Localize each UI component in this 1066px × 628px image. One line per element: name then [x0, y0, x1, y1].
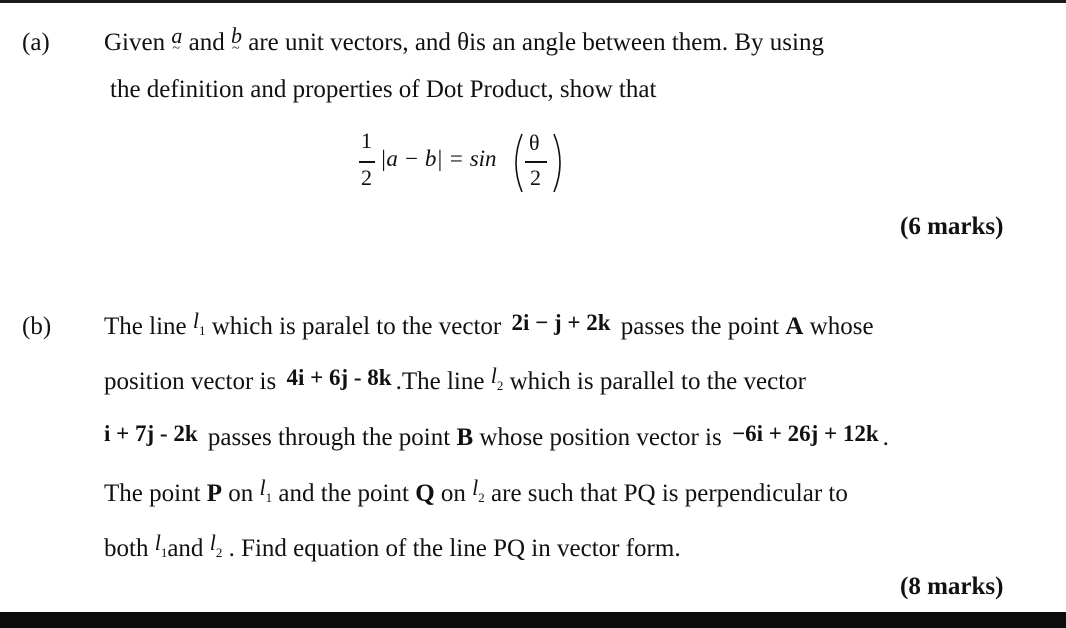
direction-vector-l2: i + 7j - 2k: [104, 421, 198, 446]
l1-letter: l: [192, 308, 199, 333]
l1-subscript: 1: [265, 490, 273, 506]
part-b-label: (b): [22, 313, 52, 340]
position-vector-a: 4i + 6j - 8k: [286, 365, 392, 390]
line-text: are such that PQ is perpendicular to: [491, 480, 848, 507]
l2-subscript: 2: [496, 378, 504, 394]
point-b: B: [456, 424, 474, 451]
line-text: which is paralel to the vector: [211, 313, 502, 340]
line-text: on: [440, 480, 466, 507]
l2-letter: l: [209, 530, 216, 555]
line-text: whose: [809, 313, 874, 340]
half-denominator: 2: [361, 165, 372, 190]
magnitude-expression: [380, 146, 497, 172]
point-a: A: [785, 313, 804, 340]
line-text: .The line: [395, 368, 485, 395]
l1-letter: l: [259, 475, 266, 500]
part-b-marks: (8 marks): [900, 573, 1004, 600]
line-text: .: [882, 424, 889, 451]
l2-subscript: 2: [215, 545, 223, 561]
given-text: Given: [104, 29, 166, 56]
part-b-line-5: [104, 530, 681, 572]
direction-vector-l1: 2i − j + 2k: [511, 310, 611, 335]
vector-b-symbol: b ~: [231, 21, 242, 51]
theta-denominator: 2: [530, 165, 541, 190]
line-text: on: [228, 480, 254, 507]
part-b-line-1: [104, 308, 874, 350]
l1-subscript: 1: [160, 545, 168, 561]
unit-vectors-text: are unit vectors, and: [248, 29, 451, 56]
line-text: . Find equation of the line PQ in vector form.: [228, 535, 681, 562]
l2-letter: l: [490, 363, 497, 388]
line-l1-symbol: [154, 530, 168, 561]
line-text: position vector is: [104, 368, 277, 395]
position-vector-b: −6i + 26j + 12k: [731, 421, 879, 446]
line-text: passes through the point: [207, 424, 451, 451]
part-a-line-2: the definition and properties of Dot Product, show that: [110, 76, 657, 103]
line-text: and the point: [278, 480, 409, 507]
line-l2-symbol: [209, 530, 223, 561]
and-text: and: [188, 29, 225, 56]
fraction-bar: [525, 161, 547, 163]
l2-letter: l: [472, 475, 479, 500]
line-text: passes the point: [620, 313, 780, 340]
part-a-line-1: [104, 23, 824, 58]
line-text: which is parallel to the vector: [509, 368, 806, 395]
line-text: both: [104, 535, 149, 562]
theta-numerator: θ: [529, 130, 540, 155]
line-text: The line: [104, 313, 187, 340]
vector-a-symbol: a ~: [171, 21, 182, 51]
point-q: Q: [415, 480, 435, 507]
line-text: whose position vector is: [479, 424, 722, 451]
bottom-band: [0, 612, 1066, 628]
line-l1-symbol: [192, 308, 206, 339]
point-p: P: [206, 480, 223, 507]
part-b-line-2: [104, 363, 806, 405]
part-b-line-3: [104, 423, 889, 453]
theta-symbol: θ: [457, 29, 470, 56]
equation: [358, 128, 578, 198]
lhs-text: |a − b| =: [380, 146, 464, 171]
line-l2-symbol: [472, 475, 485, 506]
top-rule: [0, 0, 1066, 3]
l1-letter: l: [154, 530, 161, 555]
part-a-label: (a): [22, 29, 50, 56]
line-l2-symbol: [490, 363, 504, 394]
half-numerator: 1: [361, 128, 372, 153]
line-l1-symbol: [259, 475, 273, 506]
l2-subscript: 2: [478, 490, 485, 506]
sin-text: sin: [469, 146, 497, 171]
angle-text: is an angle between them. By using: [469, 29, 824, 56]
part-b-line-4: [104, 475, 848, 517]
line-text: The point: [104, 480, 201, 507]
l1-subscript: 1: [198, 323, 206, 339]
fraction-bar: [359, 161, 375, 163]
line-text: and: [167, 535, 204, 562]
part-a-marks: (6 marks): [900, 213, 1004, 240]
